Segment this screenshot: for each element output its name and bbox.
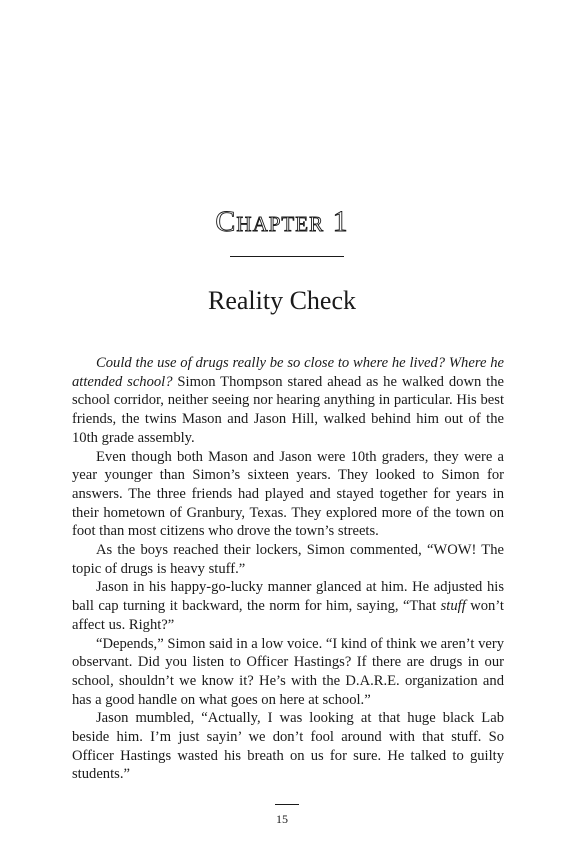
paragraph-2-text: Even though both Mason and Jason were 10th graders, they were a year younger than Simon’s sixteen years. They looked to Simon for answers. The three friends had played and stayed together for years in their hometown of Granbury, Texas. They explored more of the town on foot than most citizens who drove the town’s streets.	[72, 448, 504, 540]
chapter-heading-rule	[230, 256, 344, 257]
paragraph-1-text: Simon Thompson stared ahead as he walked down the school corridor, neither seeing nor hearing anything in particular. His best friends, the twins Mason and Jason Hill, walked behind him out of the 10th grade assembly.	[72, 373, 504, 446]
chapter-heading: Chapter 1	[215, 205, 349, 238]
paragraph-4-text-after: won’t affect us. Right?”	[72, 598, 504, 633]
page-number-rule	[275, 804, 299, 805]
paragraph-1-italic-lead: Could the use of drugs really be so close to where he lived? Where he attended school?	[72, 355, 504, 390]
chapter-body	[72, 354, 504, 784]
paragraph-3-text: As the boys reached their lockers, Simon commented, “WOW! The topic of drugs is heavy stuff.”	[72, 542, 504, 577]
paragraph-6	[72, 709, 504, 784]
paragraph-3	[72, 541, 504, 578]
paragraph-1	[72, 354, 504, 448]
paragraph-5-text: “Depends,” Simon said in a low voice. “I kind of think we aren’t very observant. Did you listen to Officer Hastings? If there are drugs in our school, shouldn’t we know it? He’s with the D.A.R.E. organization and has a good handle on what goes on here at school.”	[72, 635, 504, 708]
paragraph-4	[72, 578, 504, 634]
paragraph-4-text-before: Jason in his happy-go-lucky manner glanced at him. He adjusted his ball cap turning it backward, the norm for him, saying, “That	[72, 579, 504, 615]
paragraph-4-italic: stuff	[440, 598, 466, 615]
page-number: 15	[276, 812, 288, 826]
chapter-title: Reality Check	[207, 286, 356, 315]
paragraph-6-text: Jason mumbled, “Actually, I was looking at that huge black Lab beside him. I’m just sayin’ we don’t fool around with that stuff. So Officer Hastings wasted his breath on us for sure. He talked to guilty students.”	[72, 710, 504, 783]
paragraph-5	[72, 635, 504, 710]
paragraph-2	[72, 448, 504, 542]
